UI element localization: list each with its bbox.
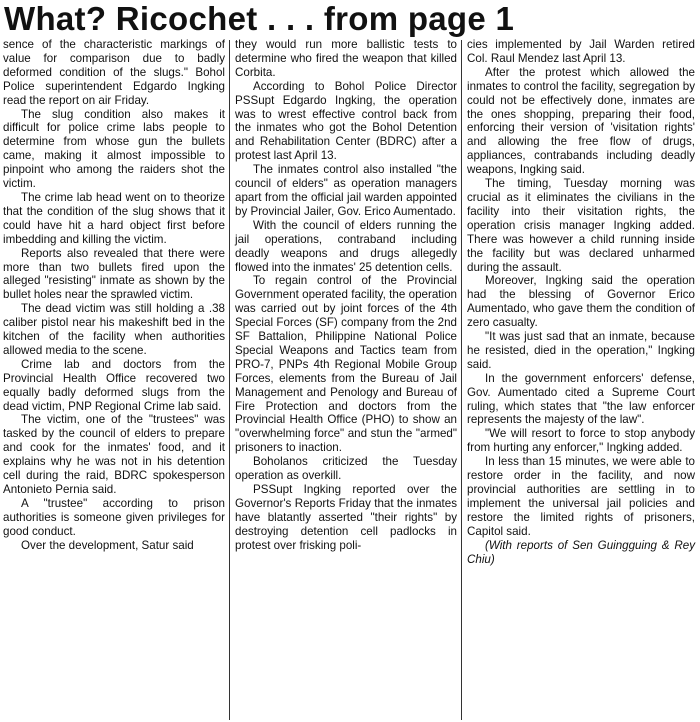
- paragraph: cies implemented by Jail Warden retired Col. Raul Mendez last April 13.: [467, 38, 695, 65]
- paragraph: After the protest which allowed the inmates to control the facility, segregation by could not be effectively done, inmates are the ones shopping, preparing their food, enforcing their version of 'visitation rights' and allowing the free flow of drugs, appliances, contrabands including deadly weapons, Ingking said.: [467, 65, 695, 177]
- article-column-1: [3, 38, 225, 553]
- paragraph: To regain control of the Provincial Government operated facility, the operation was carried out by joint forces of the 4th Special Forces (SF) company from the 2nd SF Battalion, Philippine National Police Special Weapons and Tactics team from PRO-7, PNPs 4th Regional Mobile Group Forces, elements from the Bureau of Jail Management and Penology and Bureau of Fire Protection and doctors from the Provincial Health Office (PHO) to show an "overwhelming force" and stun the "armed" prisoners to inaction.: [235, 274, 457, 455]
- paragraph: The inmates control also installed "the council of elders" as operation managers apart from the official jail warden appointed by Provincial Jailer, Gov. Erico Aumentado.: [235, 163, 457, 218]
- paragraph: Crime lab and doctors from the Provincial Health Office recovered two equally badly deformed slugs from the dead victim, PNP Regional Crime lab said.: [3, 357, 225, 413]
- paragraph: In less than 15 minutes, we were able to restore order in the facility, and now provincial authorities are settling in to implement the universal jail policies and restore the limited rights of prisoners, Capitol said.: [467, 455, 695, 538]
- paragraph: A "trustee" according to prison authorities is someone given privileges for good conduct.: [3, 496, 225, 538]
- paragraph: According to Bohol Police Director PSSupt Edgardo Ingking, the operation was to wrest effective control back from the inmates who got the Bohol Detention and Rehabilitation Center (BDRC) after a protest last April 13.: [235, 79, 457, 163]
- paragraph: "It was just sad that an inmate, because he resisted, died in the operation," Ingking said.: [467, 330, 695, 371]
- paragraph: The crime lab head went on to theorize that the condition of the slug shows that it could have hit a hard object first before imbedding and killing the victim.: [3, 190, 225, 246]
- paragraph: they would run more ballistic tests to determine who fired the weapon that killed Corbita.: [235, 38, 457, 79]
- paragraph: In the government enforcers' defense, Gov. Aumentado cited a Supreme Court ruling, which states that "the law enforcer represents the majesty of the law".: [467, 371, 695, 427]
- article-column-3: [467, 38, 695, 566]
- paragraph: The timing, Tuesday morning was crucial as it eliminates the civilians in the facility into their visitation rights, the operation crisis manager Ingking added. There was however a child running inside the facility but was declared unharmed during the assault.: [467, 177, 695, 274]
- reporting-credit: (With reports of Sen Guingguing & Rey Chiu): [467, 538, 695, 566]
- paragraph: Moreover, Ingking said the operation had the blessing of Governor Erico Aumentado, who gave them the condition of zero casualty.: [467, 274, 695, 330]
- paragraph: Reports also revealed that there were more than two bullets fired upon the alleged "resisting" inmate as shown by the bullet holes near the sprawled victim.: [3, 246, 225, 302]
- column-divider-2: [461, 40, 462, 720]
- paragraph: Boholanos criticized the Tuesday operation as overkill.: [235, 455, 457, 483]
- article-column-2: [235, 38, 457, 553]
- paragraph: The slug condition also makes it difficult for police crime labs people to determine from whose gun the bullets came, making it almost impossible to pinpoint who among the raiders shot the victim.: [3, 107, 225, 191]
- headline: What? Ricochet . . . from page 1: [4, 0, 515, 37]
- paragraph: Over the development, Satur said: [21, 538, 194, 552]
- paragraph: PSSupt Ingking reported over the Governor's Reports Friday that the inmates have blatantly asserted "their rights" by destroying detention cell padlocks in protest over frisking poli-: [235, 483, 457, 552]
- paragraph: sence of the characteristic markings of value for comparison due to badly deformed condition of the slugs." Bohol Police superintendent Edgardo Ingking read the report on air Friday.: [3, 38, 225, 107]
- paragraph: The victim, one of the "trustees" was tasked by the council of elders to prepare and cook for the inmates' food, and it explains why he was not in his detention cell during the raid, BDRC spokesperson Antonieto Pernia said.: [3, 413, 225, 496]
- paragraph: "We will resort to force to stop anybody from hurting any enforcer," Ingking added.: [467, 427, 695, 455]
- paragraph: The dead victim was still holding a .38 caliber pistol near his makeshift bed in the kitchen of the facility when authorities allowed media to the scene.: [3, 302, 225, 357]
- column-divider-1: [229, 40, 230, 720]
- paragraph: With the council of elders running the jail operations, contraband including deadly weapons and drugs allegedly flowed into the inmates' 25 detention cells.: [235, 218, 457, 274]
